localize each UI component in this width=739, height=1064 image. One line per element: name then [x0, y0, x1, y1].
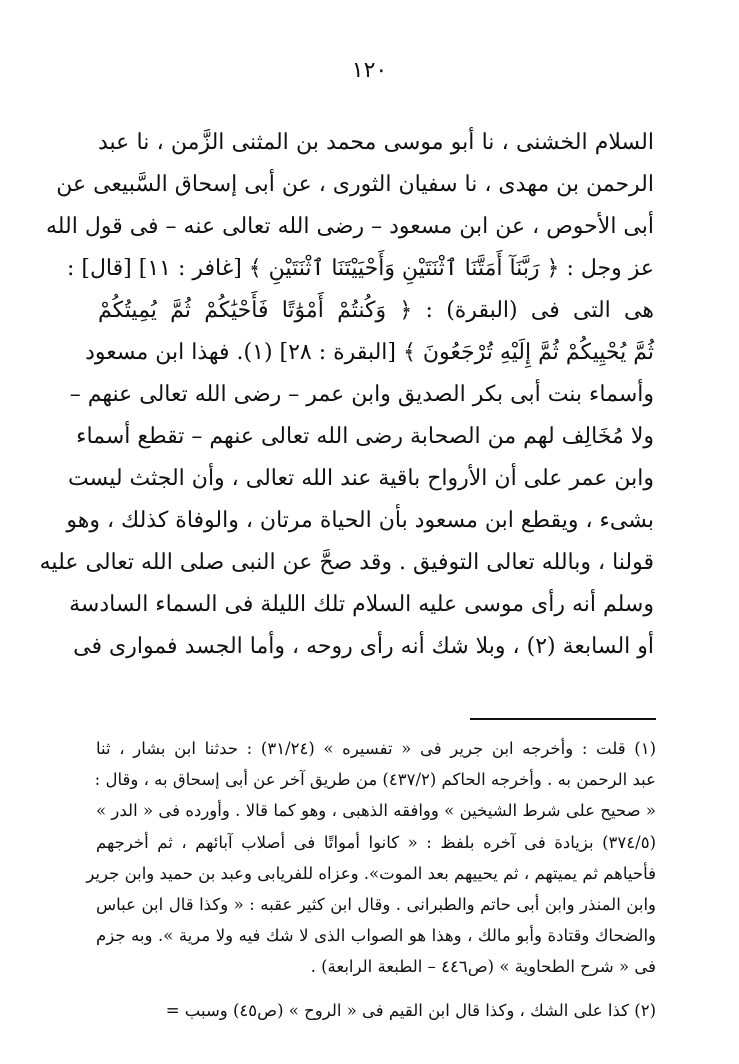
footnote-line: وابن المنذر وابن أبى حاتم والطبرانى . وقال ابن كثير عقبه : « وكذا قال ابن عباس: [96, 894, 656, 914]
body-line: هى التى فى (البقرة) : ﴿ وَكُنتُمْ أَمْوَٰتًا فَأَحْيَٰكُمْ ثُمَّ يُمِيتُكُمْ: [98, 298, 654, 323]
body-line: وسلم أنه رأى موسى عليه السلام تلك الليلة فى السماء السادسة: [69, 592, 654, 617]
body-line: قولنا ، وبالله تعالى التوفيق . وقد صحَّ عن النبى صلى الله تعالى عليه: [39, 550, 654, 575]
body-line: عز وجل : ﴿ رَبَّنَآ أَمَتَّنَا ٱثْنَتَيْنِ وَأَحْيَيْتَنَا ٱثْنَتَيْنِ ﴾ [غافر : ١١] [قال] :: [66, 256, 654, 281]
footnote-line: (٣٧٤/٥) بزيادة فى آخره بلفظ : « كانوا أمواتًا فى أصلاب آبائهم ، ثم أخرجهم: [96, 832, 656, 852]
footnote-line: والضحاك وقتادة وأبو مالك ، وهذا هو الصواب الذى لا شك فيه ولا مرية ». وبه جزم: [96, 926, 656, 946]
body-line: السلام الخشنى ، نا أبو موسى محمد بن المثنى الزَّمن ، نا عبد: [98, 130, 654, 155]
main-text: [39, 122, 654, 668]
body-line: وأسماء بنت أبى بكر الصديق وابن عمر – رضى الله تعالى عنهم –: [69, 382, 654, 407]
body-line: بشىء ، ويقطع ابن مسعود بأن الحياة مرتان ، والوفاة كذلك ، وهو: [66, 508, 654, 533]
page-number: ١٢٠: [351, 58, 388, 83]
footnote-line: عبد الرحمن به . وأخرجه الحاكم (٤٣٧/٢) من طريق آخر عن أبى إسحاق به ، وقال :: [94, 770, 656, 790]
body-line: أبى الأحوص ، عن ابن مسعود – رضى الله تعالى عنه – فى قول الله: [45, 214, 654, 239]
footnote-line: (١) قلت : وأخرجه ابن جرير فى « تفسيره » (٣١/٢٤) : حدثنا ابن بشار ، ثنا: [96, 739, 656, 758]
footnote-separator: [470, 718, 656, 720]
body-line: أو السابعة (٢) ، وبلا شك أنه رأى روحه ، وأما الجسد فموارى فى: [73, 634, 654, 659]
footnotes: [86, 733, 656, 1026]
footnote-line: فى « شرح الطحاوية » (ص٤٤٦ – الطبعة الرابعة) .: [310, 957, 656, 977]
footnote-line: (٢) كذا على الشك ، وكذا قال ابن القيم فى « الروح » (ص٤٥) وسبب =: [165, 1000, 656, 1020]
body-line: ولا مُخَالِف لهم من الصحابة رضى الله تعالى عنهم – تقطع أسماء: [76, 424, 654, 449]
body-line: ثُمَّ يُحْيِيكُمْ ثُمَّ إِلَيْهِ تُرْجَعُونَ ﴾ [البقرة : ٢٨] (١). فهذا ابن مسعود: [85, 340, 654, 365]
footnote-line: « صحيح على شرط الشيخين » ووافقه الذهبى ، وهو كما قالا . وأورده فى « الدر »: [96, 801, 656, 821]
body-line: وابن عمر على أن الأرواح باقية عند الله تعالى ، وأن الجثث ليست: [67, 466, 654, 491]
footnote-line: فأحياهم ثم يميتهم ، ثم يحييهم بعد الموت». وعزاه للفريابى وعبد بن حميد وابن جرير: [86, 863, 656, 883]
body-line: الرحمن بن مهدى ، نا سفيان الثورى ، عن أبى إسحاق السَّبيعى عن: [56, 172, 654, 197]
